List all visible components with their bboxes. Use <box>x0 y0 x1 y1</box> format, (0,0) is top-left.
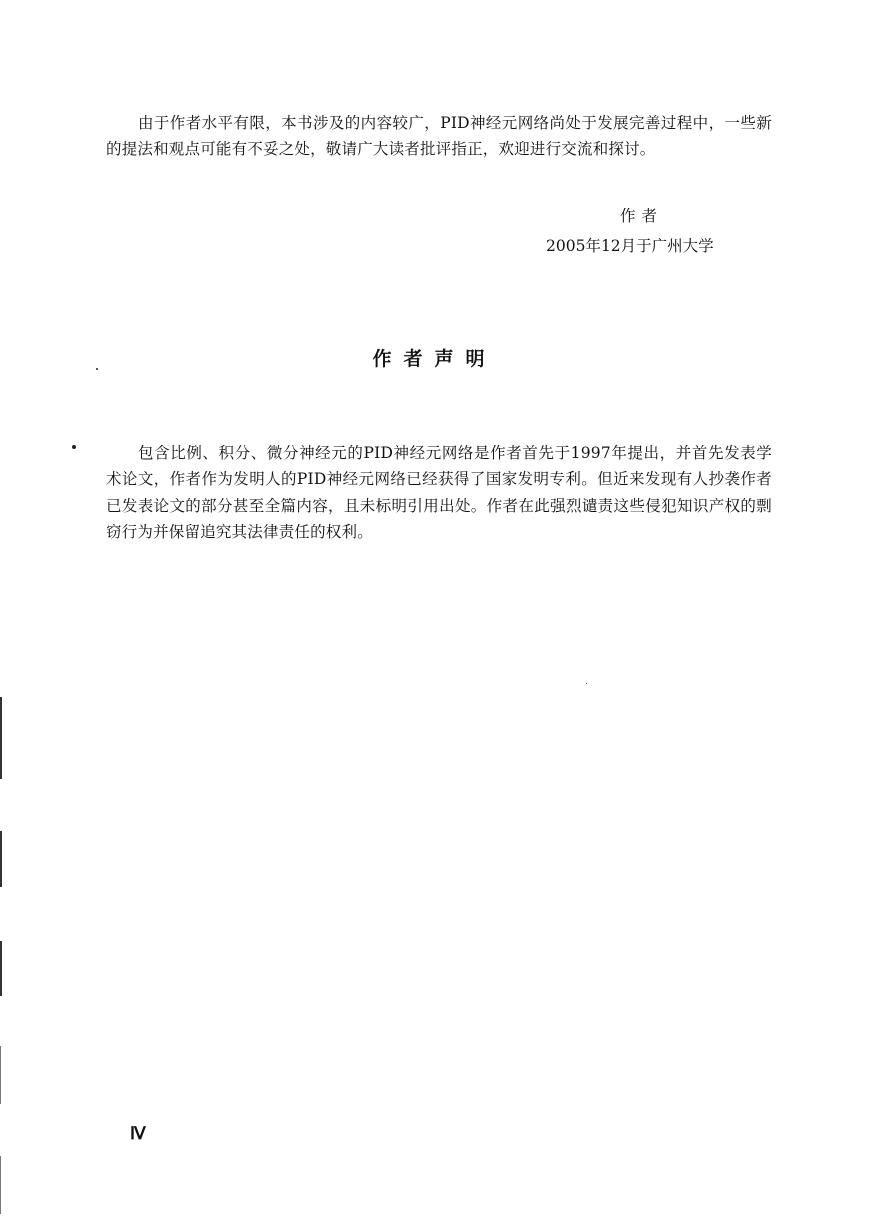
scan-edge-mark <box>0 1046 1 1104</box>
preface-paragraph: 由于作者水平有限，本书涉及的内容较广，PID神经元网络尚处于发展完善过程中，一些新的提法和观点可能有不妥之处，敬请广大读者批评指正，欢迎进行交流和探讨。 <box>106 113 772 158</box>
scan-edge-mark <box>0 831 2 887</box>
scan-speck <box>96 368 98 370</box>
scan-speck <box>72 445 76 449</box>
declaration-paragraph: 包含比例、积分、微分神经元的PID神经元网络是作者首先于1997年提出，并首先发表学术论文，作者作为发明人的PID神经元网络已经获得了国家发明专利。但近来发现有人抄袭作者已发表论文的部分甚至全篇内容，且未标明引用出处。作者在此强烈谴责这些侵犯知识产权的剽窃行为并保留追究其法律责任的权利。 <box>106 443 772 541</box>
declaration-heading: 作者声明 <box>372 348 497 370</box>
signature-author: 作者 <box>620 207 664 225</box>
scan-edge-mark <box>0 941 2 996</box>
scan-edge-mark <box>0 1156 1 1214</box>
page-number: Ⅳ <box>130 1124 146 1143</box>
signature-date: 2005年12月于广州大学 <box>546 237 714 255</box>
scan-edge-mark <box>0 697 2 779</box>
scan-speck <box>586 683 587 684</box>
